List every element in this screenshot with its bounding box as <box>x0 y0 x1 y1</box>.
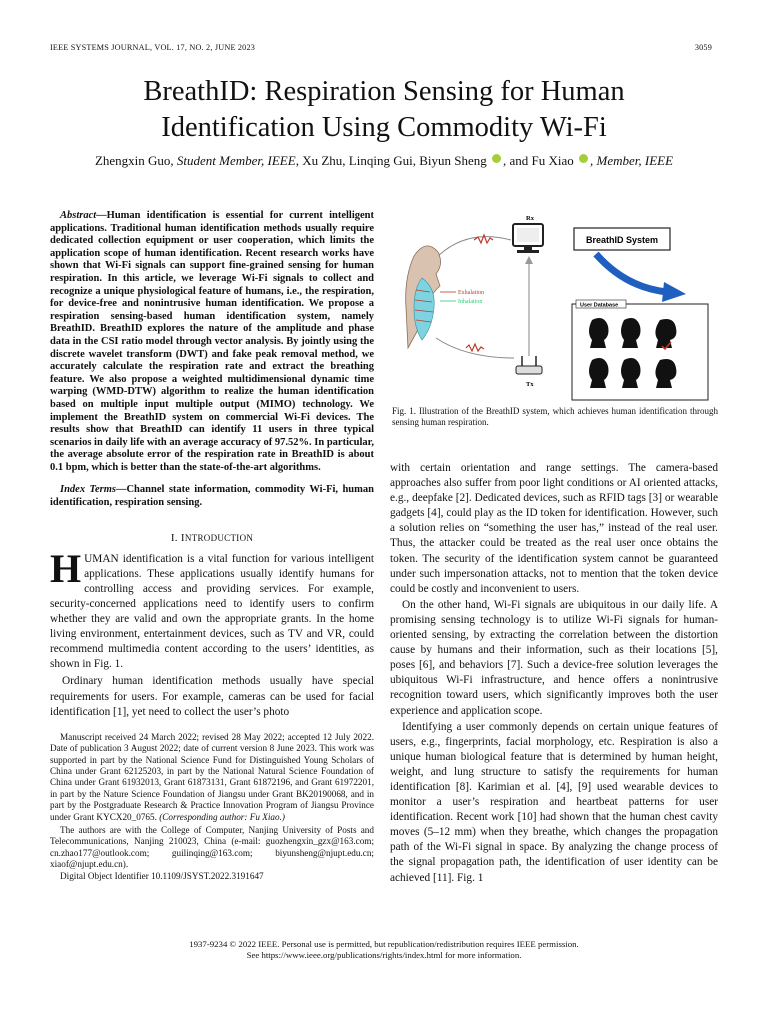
corresponding-author: (Corresponding author: Fu Xiao.) <box>159 811 285 822</box>
abstract-label: Abstract <box>60 210 97 221</box>
signal-wave-icon <box>466 344 484 351</box>
figure-caption: Fig. 1. Illustration of the BreathID system, which achieves human identification through sensing human respiration. <box>392 406 718 428</box>
copyright-notice <box>0 939 768 961</box>
router-icon <box>516 356 542 374</box>
intro-paragraph-1: HUMAN identification is a vital function for various intelligent applications. These applications usually identify humans for controlling access and providing services. For example, security-concerned applications need to identify users to confirm whether they are valid and own the appropriate grants. In the home living environment, entertainment devices, such as TV and VR, could recommend multimedia content according to the users’ identities, as shown in Fig. 1. <box>50 545 374 671</box>
human-torso-icon <box>406 246 441 348</box>
arrow-head-icon <box>525 256 533 264</box>
orcid-icon[interactable] <box>492 154 501 163</box>
arrow-head-icon <box>662 282 686 302</box>
copyright-line-1: 1937-9234 © 2022 IEEE. Personal use is permitted, but republication/redistribution requires IEEE permission. <box>189 939 579 949</box>
user-database-label: User Database <box>580 302 619 309</box>
system-label: BreathID System <box>585 235 659 245</box>
page-number: 3059 <box>694 43 712 52</box>
title-line-1: BreathID: Respiration Sensing for Human <box>143 76 625 107</box>
body-paragraph: On the other hand, Wi-Fi signals are ubiquitous in our daily life. A promising sensing technology is to utilize Wi-Fi signals for human-oriented sensing, by extracting the correlation between the distortion cause by humans and their information, such as their locations [5], poses [6], and behaviors [7]. Such a device-free solution leverages the ubiquitous Wi-Fi infrastructure, and hence offers a nonintrusive recognition toward users, which significantly improves both the user experience and application scope. <box>390 598 718 717</box>
right-column <box>390 461 718 886</box>
rx-label: Rx <box>526 215 534 222</box>
footnote-affiliation: The authors are with the College of Computer, Nanjing University of Posts and Telecommunications, Nanjing 210023, China (e-mail: guozhengxin_gzx@163.com; cn.zhao177@outlook.com; guilinqing@163.com; biyunsheng@njupt.edu.cn; xiaof@njupt.edu.cn). <box>50 824 374 870</box>
author-role: , Member, IEEE <box>590 153 674 168</box>
body-paragraph: with certain orientation and range settings. The camera-based approaches also suffer from poor light conditions or AI oriented attacks, e.g., deepfake [2]. Dedicated devices, such as RFID tags [3] or wearable gadgets [4], could play as the ID token for identification. However, such a solution relies on “something the user has,” instead of the real user. Thus, the attacker could be treated as the real user once obtains the token. The security of the identification system cannot be guaranteed under such impersonation attacks, not to mention that the token device could be costly and inconvenient to users. <box>390 462 718 595</box>
abstract-text: —Human identification is essential for current intelligent applications. Traditional human identification methods usually require dedicated collection equipment or user cooperation, which limits the application scope of human identification. Recent research works have shown that Wi-Fi signals can support fine-grained sensing for human respiration. In this article, we leverage Wi-Fi signals to collect and recognize a unique physiological feature of humans, i.e., the respiration, for device-free and nonintrusive human identification. We propose a respiration sensing-based human identification system, namely BreathID. BreathID explores the nature of the amplitude and phase data in the CSI ratio model through vector analysis. By jointly using the discrete wavelet transform (DWT) and fake peak removal method, we accurately calculate the respiration rate and extract the breathing feature. We also propose a weighted multidimensional dynamic time warping (WMD-DTW) algorithm to realize the human identification based on multiple input multiple output (MIMO) technology. We implement the BreathID system on commercial Wi-Fi devices. The results show that BreathID can identify 11 users in three typical scenarios in daily life with an average accuracy of 97.52%. In particular, the average absolute error of the respiration rate in BreathID is about 0.1 bpm, which is better than the state-of-the-art algorithms. <box>50 210 374 473</box>
drop-cap: H <box>50 545 82 591</box>
author-name: , and Fu Xiao <box>502 153 574 168</box>
figure-illustration <box>396 208 718 404</box>
exhalation-label: Exhalation <box>458 290 484 296</box>
orcid-icon[interactable] <box>579 154 588 163</box>
index-terms-label: Index Terms <box>60 484 116 496</box>
paper-title <box>0 74 768 146</box>
abstract <box>50 210 374 474</box>
footnote-manuscript: Manuscript received 24 March 2022; revised 28 May 2022; accepted 12 July 2022. Date of publication 3 August 2022; date of current version 8 June 2023. This work was supported in part by the National Science Fund for Distinguished Young Scholars of China under Grant 62125203, in part by the National Natural Science Foundation of China under Grant 61932013, Grant 61873131, Grant 61872196, and Grant 61972201, in part by the Nature Science Foundation of Jiangsu under Grant BK20190068, and in part by the Postgraduate Research & Practice Innovation Program of Jiangsu Province under Grant KYCX20_0765. (Corresponding author: Fu Xiao.) <box>50 731 374 822</box>
inhalation-label: Inhalation <box>458 299 483 305</box>
left-column <box>50 210 374 882</box>
figure-1 <box>396 208 718 404</box>
footnote-doi: Digital Object Identifier 10.1109/JSYST.2022.3191647 <box>60 870 264 881</box>
section-heading: I. INTRODUCTION <box>170 531 254 544</box>
author-role: , Student Member, IEEE <box>170 153 296 168</box>
intro-paragraph-2: Ordinary human identification methods usually have special requirements for users. For example, cameras can be used for facial identification [1], yet need to collect the user’s photo <box>50 675 374 718</box>
monitor-icon <box>513 224 543 253</box>
signal-path-bottom <box>436 338 514 358</box>
index-terms <box>50 484 374 509</box>
signal-path-top <box>436 237 511 258</box>
author-names: , Xu Zhu, Linqing Gui, Biyun Sheng <box>295 153 487 168</box>
title-line-2: Identification Using Commodity Wi-Fi <box>161 112 607 143</box>
index-terms-text: —Channel state information, commodity Wi-Fi, human identification, respiration sensing. <box>50 484 374 509</box>
process-arrow <box>596 254 668 292</box>
body-paragraph: Identifying a user commonly depends on certain unique features of users, e.g., fingerprints, facial morphology, etc. Respiration is also a unique human biological feature that is determined by human height, weight, and lung structure to satisfy the requirements for human identification [8]. Karimian et al. [4], [9] used wearable devices to monitor a user’s respiration and heartbeat patterns for user identification. Recent work [10] had shown that the human chest cavity moves (5–12 mm) when they breathe, which changes the propagation path of the Wi-Fi signal in space. By analyzing the change process of the signal propagation path, the identification of user identity can be achieved [11]. Fig. 1 <box>390 720 718 884</box>
author-name: Zhengxin Guo <box>94 153 171 168</box>
tx-label: Tx <box>526 381 534 388</box>
author-list <box>0 153 768 169</box>
running-header-journal: IEEE SYSTEMS JOURNAL, VOL. 17, NO. 2, JUNE 2023 <box>50 43 256 52</box>
copyright-line-2: See https://www.ieee.org/publications/rights/index.html for more information. <box>246 950 522 960</box>
